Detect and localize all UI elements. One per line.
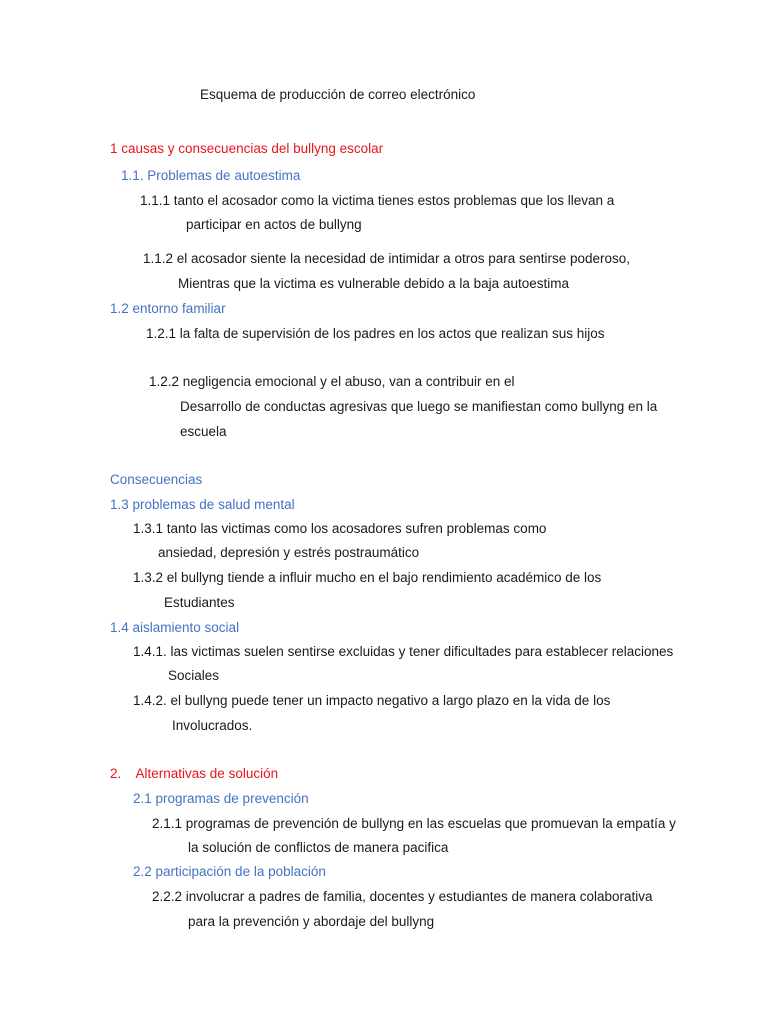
subheading-social-isolation: 1.4 aislamiento social bbox=[110, 620, 240, 635]
item-1-2-2-cont2: escuela bbox=[180, 424, 227, 439]
subheading-prevention-programs: 2.1 programas de prevención bbox=[133, 791, 309, 806]
item-2-2-2-cont: para la prevención y abordaje del bullyng bbox=[188, 914, 435, 929]
subheading-self-esteem: 1.1. Problemas de autoestima bbox=[121, 168, 301, 183]
item-1-4-2: 1.4.2. el bullyng puede tener un impacto negativo a largo plazo en la vida de los bbox=[133, 693, 611, 708]
item-1-1-2-cont: Mientras que la victima es vulnerable debido a la baja autoestima bbox=[178, 276, 569, 291]
item-1-4-1-cont: Sociales bbox=[168, 668, 220, 683]
item-1-4-1: 1.4.1. las victimas suelen sentirse excluidas y tener dificultades para establecer relaciones bbox=[133, 644, 674, 659]
item-1-3-2: 1.3.2 el bullyng tiende a influir mucho en el bajo rendimiento académico de los bbox=[133, 570, 602, 585]
item-2-1-1-cont: la solución de conflictos de manera pacifica bbox=[188, 840, 449, 855]
item-2-1-1: 2.1.1 programas de prevención de bullyng en las escuelas que promuevan la empatía y bbox=[152, 816, 676, 831]
item-1-2-2-cont: Desarrollo de conductas agresivas que luego se manifiestan como bullyng en la bbox=[180, 399, 658, 414]
heading-solutions: 2. Alternativas de solución bbox=[110, 766, 279, 781]
item-1-2-1: 1.2.1 la falta de supervisión de los padres en los actos que realizan sus hijos bbox=[146, 326, 605, 341]
item-1-1-1-cont: participar en actos de bullyng bbox=[186, 217, 362, 232]
heading-consequences: Consecuencias bbox=[110, 472, 203, 487]
subheading-family: 1.2 entorno familiar bbox=[110, 301, 226, 316]
item-1-3-1-cont: ansiedad, depresión y estrés postraumático bbox=[158, 545, 420, 560]
item-1-3-1: 1.3.1 tanto las victimas como los acosadores sufren problemas como bbox=[133, 521, 547, 536]
item-1-3-2-cont: Estudiantes bbox=[164, 595, 235, 610]
item-1-1-1: 1.1.1 tanto el acosador como la victima tienes estos problemas que los llevan a bbox=[140, 193, 615, 208]
subheading-mental-health: 1.3 problemas de salud mental bbox=[110, 497, 295, 512]
subheading-population: 2.2 participación de la población bbox=[133, 864, 326, 879]
item-1-4-2-cont: Involucrados. bbox=[172, 718, 253, 733]
item-2-2-2: 2.2.2 involucrar a padres de familia, docentes y estudiantes de manera colaborativa bbox=[152, 889, 653, 904]
item-1-1-2: 1.1.2 el acosador siente la necesidad de intimidar a otros para sentirse poderoso, bbox=[143, 251, 631, 266]
document-title: Esquema de producción de correo electrónico bbox=[200, 87, 476, 102]
item-1-2-2: 1.2.2 negligencia emocional y el abuso, van a contribuir en el bbox=[149, 374, 515, 389]
heading-causes: 1 causas y consecuencias del bullyng escolar bbox=[110, 141, 384, 156]
